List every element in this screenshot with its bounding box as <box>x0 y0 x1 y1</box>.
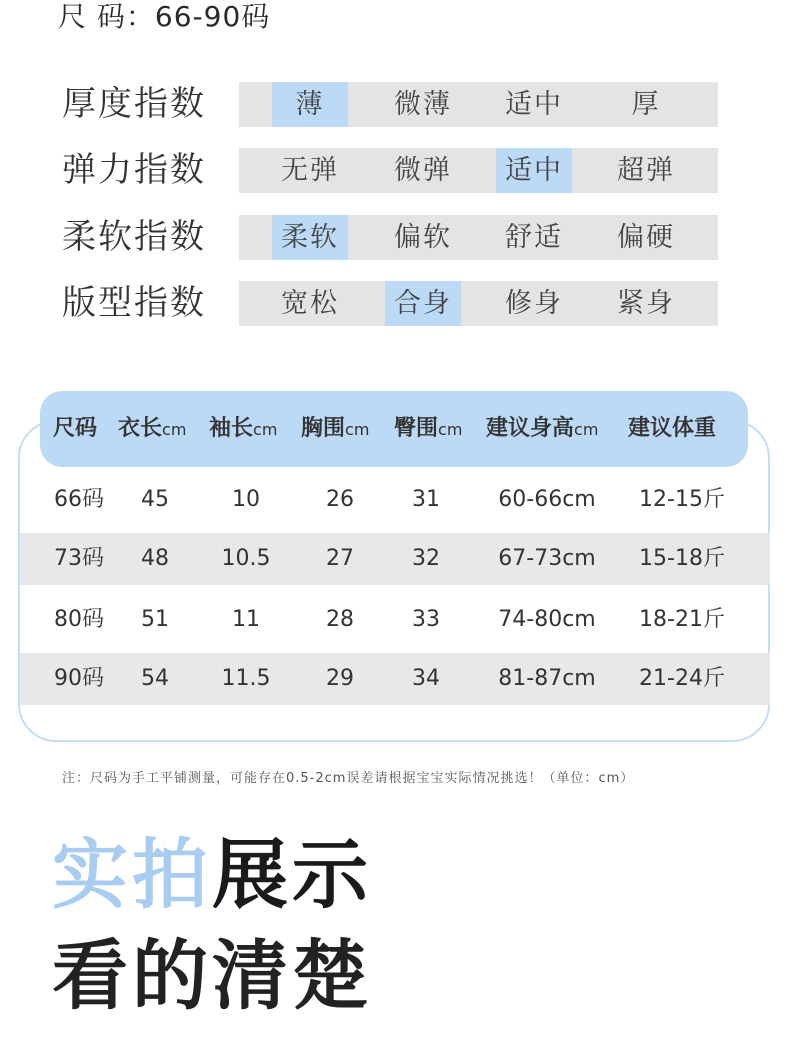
cell-height: 67-73cm <box>498 546 596 571</box>
index-option: 舒适 <box>505 222 563 253</box>
index-option: 柔软 <box>272 215 348 260</box>
index-option: 厚 <box>631 89 661 120</box>
cell-weight: 18-21斤 <box>639 607 725 632</box>
cell-hip: 31 <box>412 487 440 512</box>
cell-sleeve: 10.5 <box>221 546 271 571</box>
index-label: 厚度指数 <box>62 84 206 124</box>
cell-height: 60-66cm <box>498 487 596 512</box>
index-bar <box>239 148 718 193</box>
hero-text: 展示 <box>212 830 372 919</box>
cell-hip: 34 <box>412 666 440 691</box>
cell-hip: 33 <box>412 607 440 632</box>
header-sleeve: 袖长cm <box>209 416 278 441</box>
cell-weight: 12-15斤 <box>639 487 725 512</box>
table-row <box>20 594 770 646</box>
index-option: 适中 <box>505 89 563 120</box>
header-size: 尺码 <box>53 416 98 441</box>
cell-height: 74-80cm <box>498 607 596 632</box>
index-option: 偏硬 <box>617 222 675 253</box>
cell-length: 51 <box>141 607 169 632</box>
index-option: 适中 <box>496 148 572 193</box>
index-option: 修身 <box>505 288 563 319</box>
cell-size: 66码 <box>54 487 104 512</box>
table-row <box>20 653 770 705</box>
index-option: 无弹 <box>281 155 339 186</box>
cell-height: 81-87cm <box>498 666 596 691</box>
header-chest: 胸围cm <box>301 416 370 441</box>
table-row <box>20 533 770 585</box>
index-label: 版型指数 <box>62 283 206 323</box>
cell-weight: 15-18斤 <box>639 546 725 571</box>
cell-length: 48 <box>141 546 169 571</box>
table-row <box>20 474 770 526</box>
size-table-header <box>40 391 748 467</box>
index-row-fit <box>62 280 722 326</box>
index-bar <box>239 215 718 260</box>
cell-length: 45 <box>141 487 169 512</box>
index-option: 超弹 <box>617 155 675 186</box>
index-label: 柔软指数 <box>62 217 206 257</box>
cell-length: 54 <box>141 666 169 691</box>
index-row-thickness <box>62 81 722 127</box>
cell-sleeve: 11.5 <box>221 666 271 691</box>
cell-chest: 28 <box>326 607 354 632</box>
header-weight: 建议体重 <box>628 416 717 441</box>
hero-highlight: 实拍 <box>52 830 212 919</box>
index-option: 薄 <box>272 82 348 127</box>
header-hip: 臀围cm <box>394 416 463 441</box>
cell-chest: 29 <box>326 666 354 691</box>
cell-size: 90码 <box>54 666 104 691</box>
index-option: 微薄 <box>394 89 452 120</box>
index-option: 紧身 <box>617 288 675 319</box>
index-label: 弹力指数 <box>62 150 206 190</box>
hero-line-1 <box>52 830 372 920</box>
index-option: 微弹 <box>394 155 452 186</box>
header-length: 衣长cm <box>118 416 187 441</box>
index-option: 宽松 <box>281 288 339 319</box>
cell-size: 80码 <box>54 607 104 632</box>
hero-line-2: 看的清楚 <box>52 931 372 1020</box>
cell-hip: 32 <box>412 546 440 571</box>
header-height: 建议身高cm <box>486 416 599 441</box>
cell-sleeve: 11 <box>232 607 260 632</box>
index-row-elasticity <box>62 147 722 193</box>
measurement-note: 注：尺码为手工平铺测量，可能存在0.5-2cm误差请根据宝宝实际情况挑选！（单位：cm） <box>62 771 635 786</box>
size-range: 尺 码：66-90码 <box>58 0 271 33</box>
cell-chest: 27 <box>326 546 354 571</box>
index-option: 合身 <box>385 281 461 326</box>
cell-sleeve: 10 <box>232 487 260 512</box>
index-bar <box>239 281 718 326</box>
index-option: 偏软 <box>394 222 452 253</box>
index-bar <box>239 82 718 127</box>
cell-size: 73码 <box>54 546 104 571</box>
index-row-softness <box>62 214 722 260</box>
cell-weight: 21-24斤 <box>639 666 725 691</box>
cell-chest: 26 <box>326 487 354 512</box>
